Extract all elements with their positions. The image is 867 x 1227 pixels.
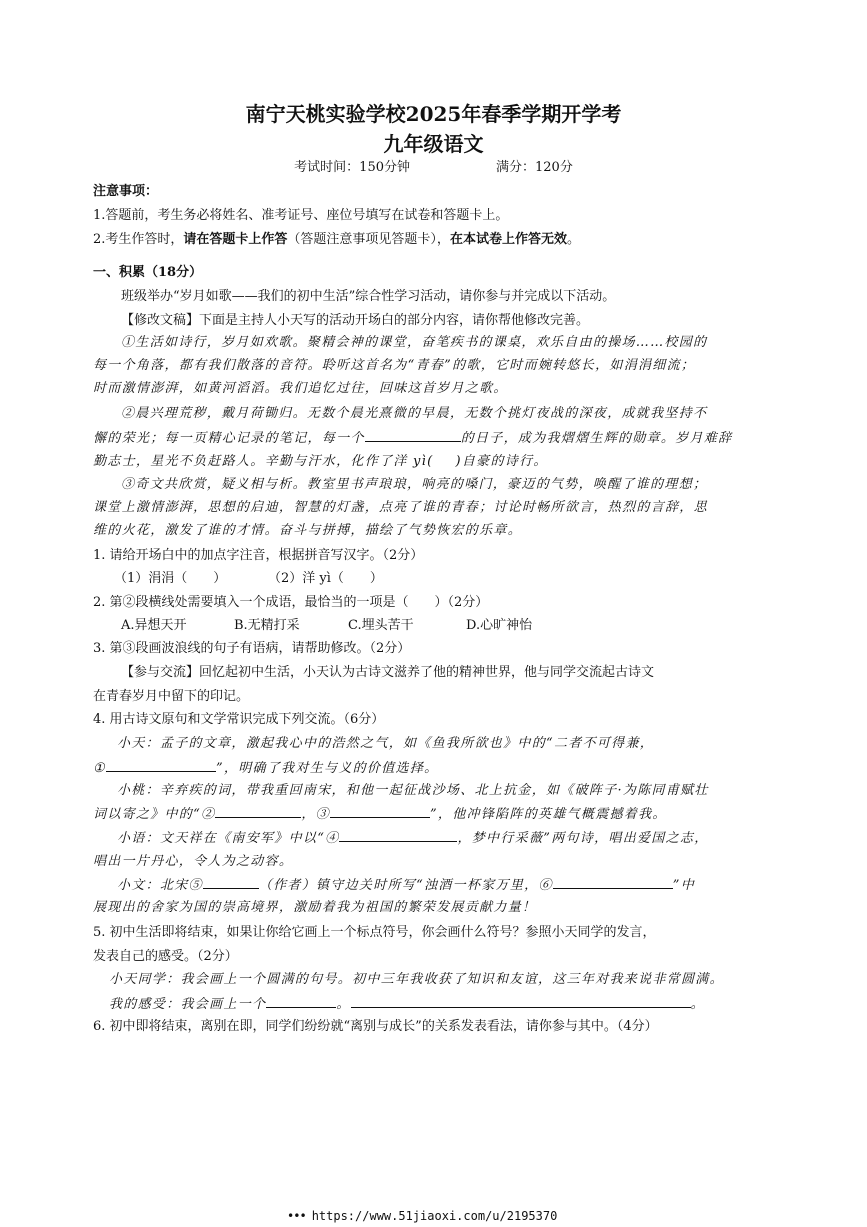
question-1: 1. 请给开场白中的加点字注音，根据拼音写汉字。（2分） <box>93 548 424 563</box>
notice-item-1: 1.答题前，考生务必将姓名、准考证号、座位号填写在试卷和答题卡上。 <box>93 208 509 223</box>
answer-blank-2 <box>215 803 301 818</box>
q4-xiaoyu-line-1: 小语：文天祥在《南安军》中以“④ ，梦中行采薇”两句诗，唱出爱国之志， <box>117 827 709 850</box>
answer-blank-1 <box>106 757 216 772</box>
q4-xiaotian-line-1: 小天：孟子的文章，激起我心中的浩然之气，如《鱼我所欲也》中的“二者不可得兼， <box>117 736 655 751</box>
question-3: 3. 第③段画波浪线的句子有语病，请帮助修改。（2分） <box>93 641 411 656</box>
question-2: 2. 第②段横线处需要填入一个成语，最恰当的一项是（ ）（2分） <box>93 595 489 610</box>
draft-intro: 【修改文稿】下面是主持人小天写的活动开场白的部分内容，请你帮他修改完善。 <box>121 313 590 328</box>
q4-xiaowen-line-1: 小文：北宋⑤ （作者）镇守边关时所写“浊酒一杯家万里，⑥ ”中 <box>117 874 695 897</box>
option-a: A.异想天开 <box>121 618 187 633</box>
paragraph-2-line-3: 勤志士，星光不负赶路人。辛勤与汗水，化作了洋 yì( )自豪的诗行。 <box>93 454 548 469</box>
answer-blank-5 <box>203 874 259 889</box>
paragraph-2-line-2: 懈的荣光；每一页精心记录的笔记，每一个 的日子，成为我熠熠生辉的勋章。岁月难辞 <box>93 427 732 450</box>
full-score: 满分：120分 <box>496 160 573 175</box>
option-c: C.埋头苦干 <box>348 618 414 633</box>
q5-example: 小天同学：我会画上一个圆满的句号。初中三年我收获了知识和友谊，这三年对我来说非常圆满。 <box>109 972 724 987</box>
paragraph-1-line-3: 时而激情澎湃，如黄河滔滔。我们追忆过往，回味这首岁月之歌。 <box>93 381 508 396</box>
option-d: D.心旷神怡 <box>466 618 533 633</box>
question-1-part-a: （1）涓涓（ ） <box>114 571 227 586</box>
paragraph-1-line-2: 每一个角落，都有我们散落的音符。聆听这首名为“青春”的歌，它时而婉转悠长，如涓涓细流； <box>93 358 696 373</box>
answer-blank-4 <box>339 827 457 842</box>
q4-xiaotao-line-2: 词以寄之》中的“② ，③ ”，他冲锋陷阵的英雄气概震撼着我。 <box>93 803 667 826</box>
paragraph-3-line-1: ③奇文共欣赏，疑义相与析。教室里书声琅琅，响亮的嗓门，豪迈的气势，唤醒了谁的理想； <box>121 477 708 492</box>
notice-heading: 注意事项： <box>93 184 159 199</box>
q5-my-feeling: 我的感受：我会画上一个 。 。 <box>109 993 705 1016</box>
question-5-line-2: 发表自己的感受。（2分） <box>93 949 238 964</box>
section-1-heading: 一、积累（18分） <box>93 265 203 280</box>
paragraph-2-line-1: ②晨兴理荒秽，戴月荷锄归。无数个晨光熹微的早晨，无数个挑灯夜战的深夜，成就我坚持不 <box>121 406 708 421</box>
footer-url[interactable]: https://www.51jiaoxi.com/u/2195370 <box>311 1209 558 1223</box>
paragraph-1-line-1: ①生活如诗行，岁月如欢歌。聚精会神的课堂，奋笔疾书的课桌，欢乐自由的操场……校园的 <box>121 335 708 350</box>
option-b: B.无精打采 <box>234 618 300 633</box>
q4-xiaotao-line-1: 小桃：辛弃疾的词，带我重回南宋，和他一起征战沙场、北上抗金，如《破阵子·为陈同甫赋壮 <box>117 783 709 798</box>
exam-title: 南宁天桃实验学校2025年春季学期开学考 <box>245 102 622 126</box>
idiom-blank <box>365 427 461 442</box>
question-6: 6. 初中即将结束，离别在即，同学们纷纷就“离别与成长”的关系发表看法，请你参与其中。（4分） <box>93 1019 658 1034</box>
answer-blank-feeling <box>351 993 691 1008</box>
question-4: 4. 用古诗文原句和文学常识完成下列交流。（6分） <box>93 712 385 727</box>
section-1-intro: 班级举办“岁月如歌——我们的初中生活”综合性学习活动，请你参与并完成以下活动。 <box>121 289 616 304</box>
answer-blank-6 <box>553 874 673 889</box>
exam-meta <box>0 157 867 179</box>
footer-dots: ••• <box>287 1209 306 1223</box>
q4-xiaotian-line-2: ① ”，明确了我对生与义的价值选择。 <box>93 757 438 780</box>
question-5-line-1: 5. 初中生活即将结束，如果让你给它画上一个标点符号，你会画什么符号？参照小天同学的发言， <box>93 925 656 940</box>
notice-item-2: 2.考生作答时，请在答题卡上作答（答题注意事项见答题卡），在本试卷上作答无效。 <box>93 232 580 247</box>
exchange-line-2: 在青春岁月中留下的印记。 <box>93 689 250 704</box>
exam-time: 考试时间：150分钟 <box>294 160 410 175</box>
q4-xiaowen-line-2: 展现出的舍家为国的崇高境界，激励着我为祖国的繁荣发展贡献力量！ <box>93 900 537 915</box>
answer-blank-3 <box>330 803 430 818</box>
exchange-line-1: 【参与交流】回忆起初中生活，小天认为古诗文滋养了他的精神世界，他与同学交流起古诗文 <box>121 665 655 680</box>
footer-watermark <box>287 1209 557 1223</box>
exam-subtitle: 九年级语文 <box>383 132 484 156</box>
answer-blank-punct <box>266 993 336 1008</box>
paragraph-3-line-3: 维的火花，激发了谁的才情。奋斗与拼搏，描绘了气势恢宏的乐章。 <box>93 523 523 538</box>
paragraph-3-line-2: 课堂上激情澎湃，思想的启迪，智慧的灯盏，点亮了谁的青春；讨论时畅所欲言，热烈的言辞，思 <box>93 500 708 515</box>
q4-xiaoyu-line-2: 唱出一片丹心，令人为之动容。 <box>93 854 294 869</box>
question-1-part-b: （2）洋 yì（ ） <box>268 571 383 586</box>
